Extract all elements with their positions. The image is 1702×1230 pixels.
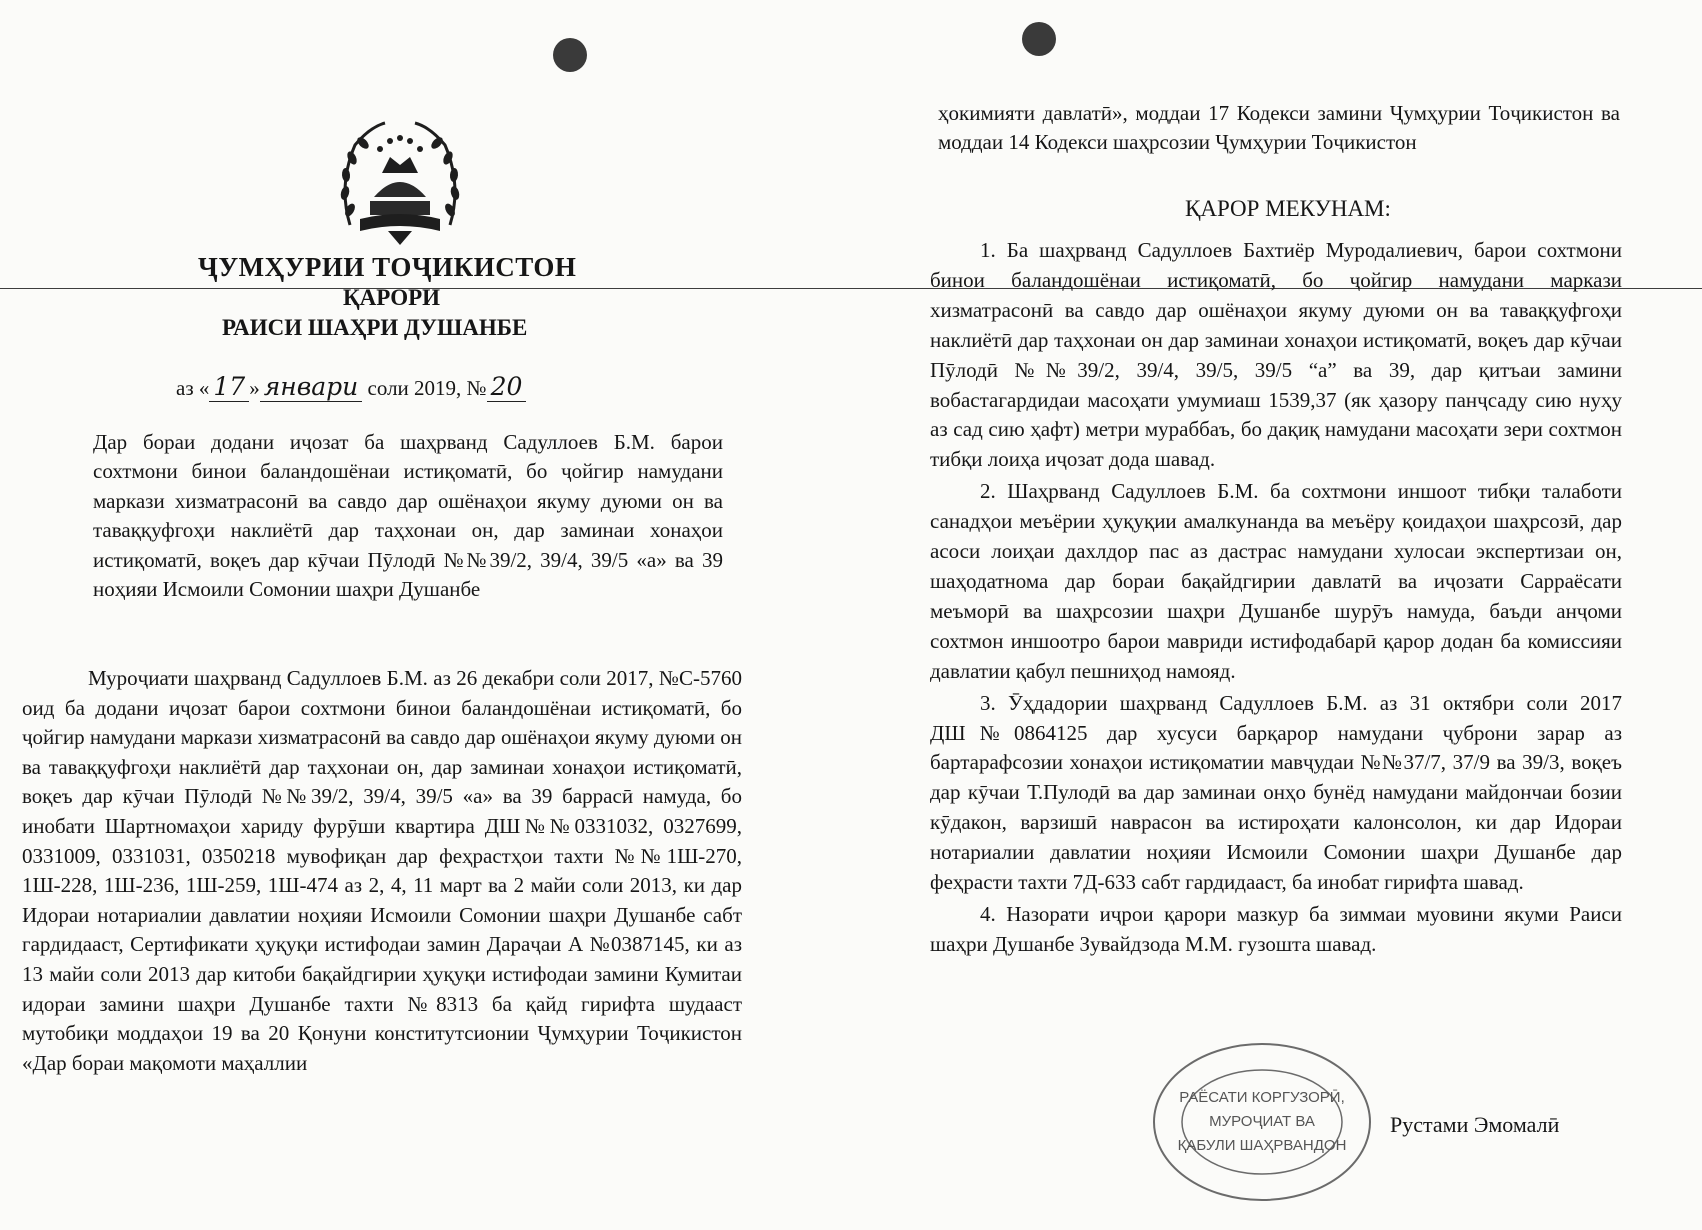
country-title: ҶУМҲУРИИ ТОҶИКИСТОН bbox=[198, 252, 577, 282]
preamble-continuation: ҳокимияти давлатӣ», моддаи 17 Кодекси замини Ҷумҳурии Тоҷикистон ва моддаи 14 Кодекси шаҳрсозии Ҷумҳурии Тоҷикистон bbox=[938, 101, 1620, 154]
decision-point: 3. Ӯҳдадории шаҳрванд Садуллоев Б.М. аз 31 октябри соли 2017 ДШ№0864125 дар хусуси барқарор намудани ҷуброни зарар аз бартарафсозии хонаҳои истиқоматии мавҷудаи №№37/7, 37/9 ва 39/3, воқеъ дар кӯчаи Т.Пулодӣ ва дар заминаи онҳо бунёд намудани майдончаи бозии кӯдакон, варзишӣ наврасон ва истироҳати калонсолон, ки дар Идораи нотариалии давлатии ноҳияи Исмоили Сомонии шаҳри Душанбе дар феҳрасти тахти 7Д-633 сабт гардидааст, ба инобат гирифта шавад. bbox=[930, 690, 1622, 895]
punch-hole bbox=[553, 38, 587, 72]
decision-point: 4. Назорати иҷрои қарори мазкур ба зиммаи муовини якуми Раиси шаҳри Душанбе Зувайдзода М.М. гузошта шавад. bbox=[930, 901, 1622, 956]
issuer-title: РАИСИ ШАҲРИ ДУШАНБЕ bbox=[222, 315, 528, 340]
signature-name: Рустами Эмомалӣ bbox=[1390, 1112, 1560, 1137]
svg-text:МУРОҶИАТ ВА: МУРОҶИАТ ВА bbox=[1209, 1113, 1315, 1130]
date-line: аз « 17 » январи соли 2019, № 20 bbox=[176, 372, 526, 401]
preamble-text: Муроҷиати шаҳрванд Садуллоев Б.М. аз 26 декабри соли 2017, №С-5760 оид ба додани иҷозат барои сохтмони бинои баландошёнаи истиқоматӣ, бо ҷойгир намудани маркази хизматрасонӣ ва савдо дар ошёнаҳои якуму дуюми он ва таваққуфгоҳи наклиётӣ дар таҳхонаи он, дар заминаи хонаҳои истиқоматӣ, воқеъ дар кӯчаи Пӯлодӣ №№39/2, 39/4, 39/5 «а» ва 39 баррасӣ намуда, бо инобати Шартномаҳои хариду фурӯши квартира ДШ№№0331032, 0327699, 0331009, 0331031, 0350218 мувофиқан дар феҳрастҳои тахти №№1Ш-270, 1Ш-228, 1Ш-236, 1Ш-259, 1Ш-474 аз 2, 4, 11 март ва 2 майи соли 2013, ки дар Идораи нотариалии давлатии ноҳияи Исмоили Сомонии шаҳри Душанбе сабт гардидааст, Сертификати ҳуқуқи истифодаи замин Дараҷаи А №0387145, ки аз 13 майи соли 2013 дар китоби бақайдгирии ҳуқуқи истифодаи замини Кумитаи идораи замини шаҳри Душанбе тахти №8313 ба қайд гирифта шудааст мутобиқи моддаҳои 19 ва 20 Қонуни конститутсионии Ҷумҳурии Тоҷикистон «Дар бораи мақомоти маҳаллии bbox=[22, 666, 742, 1075]
svg-text:РАЁСАТИ КОРГУЗОРӢ,: РАЁСАТИ КОРГУЗОРӢ, bbox=[1179, 1089, 1345, 1106]
svg-text:ҚАБУЛИ ШАҲРВАНДОН: ҚАБУЛИ ШАҲРВАНДОН bbox=[1177, 1137, 1347, 1154]
state-emblem-icon bbox=[330, 115, 470, 250]
decision-subject: Дар бораи додани иҷозат ба шаҳрванд Садуллоев Б.М. барои сохтмони бинои баландошёнаи истиқоматӣ, бо ҷойгир намудани маркази хизматрасонӣ ва савдо дар ошёнаҳои якуму дуюми он ва таваққуфгоҳи наклиётӣ дар таҳхонаи он, дар заминаи хонаҳои истиқоматӣ, воқеъ дар кӯчаи Пӯлодӣ №№39/2, 39/4, 39/5 «а» ва 39 ноҳияи Исмоили Сомонии шаҳри Душанбе bbox=[93, 430, 723, 602]
handwritten-month: январи bbox=[260, 372, 363, 402]
decision-points bbox=[930, 236, 1622, 962]
handwritten-number: 20 bbox=[487, 372, 527, 402]
resolve-heading: ҚАРОР МЕКУНАМ: bbox=[1185, 196, 1391, 221]
punch-hole bbox=[1022, 22, 1056, 56]
handwritten-day: 17 bbox=[209, 372, 249, 402]
decision-point: 1. Ба шаҳрванд Садуллоев Бахтиёр Муродалиевич, барои сохтмони бинои баландошёнаи истиқоматӣ, бо ҷойгир намудани маркази хизматрасонӣ ва савдо дар ошёнаҳои якуму дуюми он ва таваққуфгоҳи наклиётӣ дар таҳхонаи он дар заминаи хонаҳои истиқоматӣ, воқеъ дар кӯчаи Пӯлодӣ №№39/2, 39/4, 39/5, 39/5 “а” ва 39, дар қитъаи замини вобастагардидаи масоҳати умумиаш 1539,37 (як ҳазору панҷсаду сию нуҳу аз сад сию ҳафт) метри мураббаъ, бо дақиқ намудани масоҳати зери сохтмон тибқи лоиҳа иҷозат дода шавад. bbox=[930, 238, 1622, 472]
decision-point: 2. Шаҳрванд Садуллоев Б.М. ба сохтмони иншоот тибқи талаботи санадҳои меъёрии ҳуқуқии амалкунанда ва меъёру қоидаҳои шаҳрсозӣ, дар асоси лоиҳаи дахлдор пас аз дастрас намудани хулосаи экспертизаи он, шаҳодатнома дар бораи бақайдгирии давлатӣ ва иҷозати Сарраёсати меъморӣ ва шаҳрсозии шаҳри Душанбе шурӯъ намуда, баъди анҷоми сохтмон иншоотро барои мавриди истифодабарӣ қарор додан ба комиссияи давлатии қабул пешниҳод намояд. bbox=[930, 479, 1622, 683]
decision-title: ҚАРОРИ bbox=[343, 285, 441, 310]
office-stamp bbox=[1150, 1040, 1375, 1205]
